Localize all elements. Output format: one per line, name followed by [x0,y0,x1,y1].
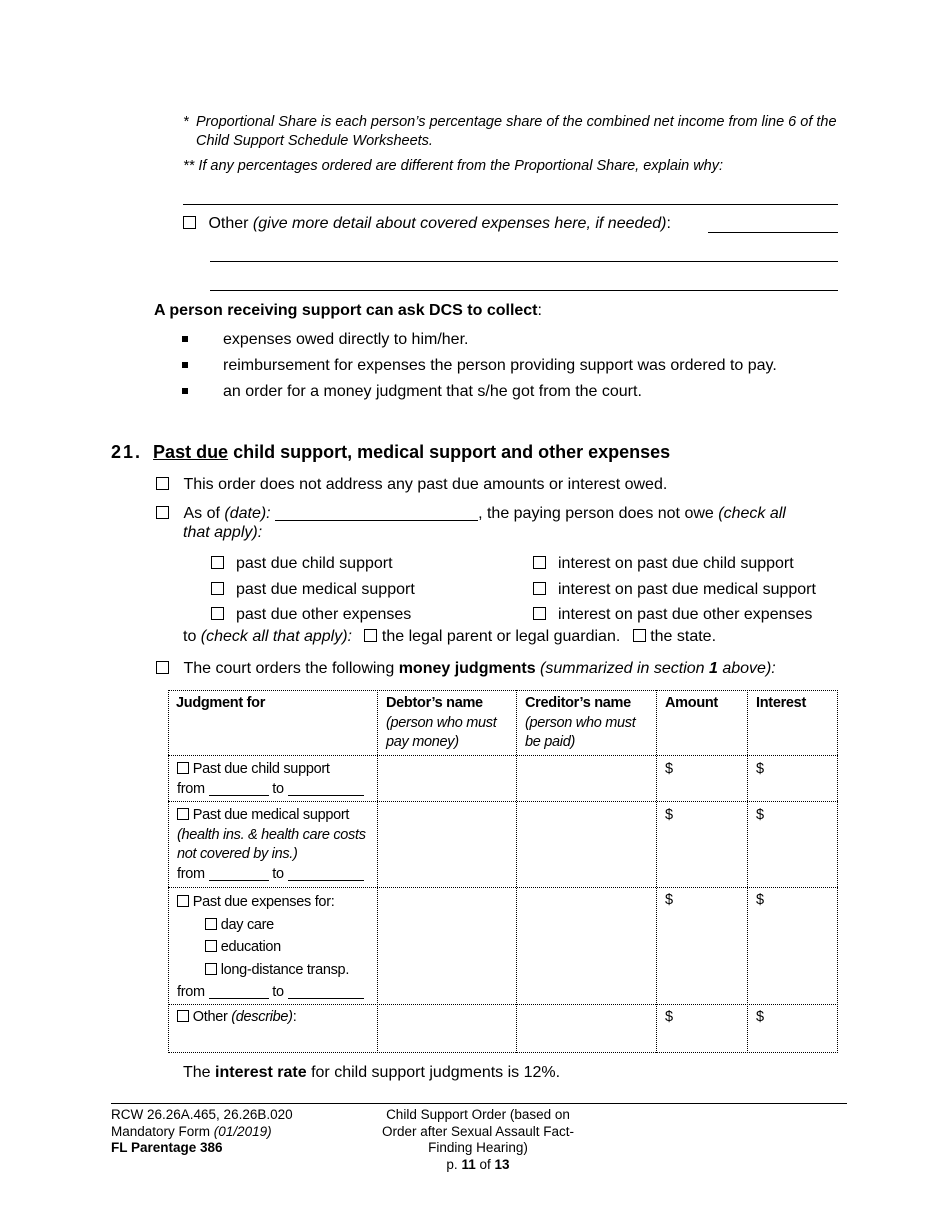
table-border [168,801,838,802]
other-expenses-detail: (give more detail about covered expenses here, if needed) [252,215,667,232]
from-label: from [177,865,205,882]
dcs-item-1: expenses owed directly to him/her. [223,331,469,348]
header-creditor-sub2: be paid) [525,734,575,750]
owe-item [211,551,415,577]
interest-rate-bold: interest rate [215,1064,307,1081]
medical-support-sub1: (health ins. & health care costs [177,826,366,843]
proportional-line-2: Child Support Schedule Worksheets. [196,133,433,149]
table-border [747,690,748,1053]
to-check-all: (check all that apply): [200,628,352,645]
education-checkbox[interactable] [205,940,217,952]
page-number: 11 [461,1156,476,1172]
as-of-checkbox[interactable] [156,506,169,519]
owe-label: interest on past due child support [558,555,794,572]
to-state-label: the state. [650,628,717,645]
check-all-text: (check all [718,505,786,522]
from-date-field[interactable] [209,867,269,881]
table-border [168,1004,838,1005]
amount-currency: $ [665,807,673,823]
table-border [168,887,838,888]
summarized-a: (summarized in section [540,660,705,677]
no-past-due-label: This order does not address any past due amounts or interest owed. [183,476,668,493]
education-label: education [220,939,281,955]
summarized-num: 1 [709,660,718,677]
table-border [168,755,838,756]
owe-checkbox[interactable] [533,582,546,595]
to-date-field[interactable] [288,782,364,796]
header-interest-text: Interest [756,695,806,711]
table-border [168,690,169,1053]
to-label: to [272,780,284,797]
other-expenses-row [183,215,671,233]
day-care-checkbox[interactable] [205,918,217,930]
header-amount-text: Amount [665,695,718,711]
other-label: Other [192,1009,228,1025]
other-expenses-field-3[interactable] [210,290,838,291]
other-expenses-checkbox[interactable] [183,216,196,229]
past-due-expenses-checkbox[interactable] [177,895,189,907]
other-expenses-label: Other [208,215,249,232]
medical-support-label: Past due medical support [192,807,350,823]
row-other-expenses [177,891,364,1004]
footer-rcw: RCW 26.26A.465, 26.26B.020 [111,1107,293,1122]
to-parent-checkbox[interactable] [364,629,377,642]
table-border [377,690,378,1053]
summarized-b: above): [722,660,776,677]
header-creditor [525,694,635,753]
dcs-heading: A person receiving support can ask DCS to collect [154,302,538,319]
row-other [177,1008,296,1028]
money-judgments-text: money judgments [398,660,536,677]
row-child-support [177,760,364,799]
footer-center [348,1107,608,1173]
amount-currency: $ [665,892,673,908]
no-past-due-row [156,476,667,494]
header-debtor-text: Debtor’s name [386,695,483,711]
as-of-label: As of [183,505,220,522]
owe-label: past due medical support [236,580,415,598]
footer-form-id: FL Parentage 386 [111,1140,223,1155]
to-row [183,628,716,646]
other-checkbox[interactable] [177,1010,189,1022]
header-creditor-text: Creditor’s name [525,695,631,711]
section-number: 21. [111,442,143,462]
owe-label: interest on past due medical support [558,580,816,598]
footer-mandatory: Mandatory Form [111,1123,211,1139]
dcs-heading-row [154,302,542,320]
as-of-date-label: (date): [224,505,271,522]
table-border [168,690,838,691]
day-care-label: day care [220,916,274,933]
owe-checkbox[interactable] [533,556,546,569]
owe-checkbox[interactable] [533,607,546,620]
amount-currency: $ [665,761,673,777]
owe-checkbox[interactable] [211,582,224,595]
proportional-share-text [196,113,837,151]
header-debtor [386,694,496,753]
table-border [168,1052,838,1053]
explain-note: ** If any percentages ordered are different from the Proportional Share, explain why: [183,158,724,174]
footer-divider [111,1103,847,1104]
interest-rate-row [183,1064,560,1082]
interest-currency: $ [756,1009,764,1025]
bullet-icon [182,362,188,368]
table-border [516,690,517,1053]
from-label: from [177,780,205,797]
from-date-field[interactable] [209,985,269,999]
page-pre: p. [446,1156,458,1172]
to-date-field[interactable] [288,867,364,881]
to-state-checkbox[interactable] [633,629,646,642]
table-border [656,690,657,1053]
to-label: to [272,865,284,882]
owe-items-left [211,551,415,628]
medical-support-checkbox[interactable] [177,808,189,820]
section-21-heading [111,442,670,463]
court-orders-text: The court orders the following [183,660,395,677]
child-support-checkbox[interactable] [177,762,189,774]
proportional-line-1: Proportional Share is each person’s percentage share of the combined net income from line 6 of the [196,114,837,130]
dcs-heading-colon: : [537,302,542,319]
footer-title-2: Order after Sexual Assault Fact- [381,1123,575,1139]
as-of-date-field[interactable] [275,506,478,521]
does-not-owe-text: , the paying person does not owe [478,505,714,522]
other-expenses-field-1[interactable] [708,232,838,233]
owe-item [533,602,816,628]
header-debtor-sub1: (person who must [386,714,497,731]
money-judgments-table [168,690,838,1053]
footer-form-date: (01/2019) [213,1123,272,1139]
other-colon: : [292,1009,297,1025]
footer-title-3: Finding Hearing) [428,1140,528,1155]
bullet-icon [182,388,188,394]
interest-currency: $ [756,761,764,777]
row-medical-support [177,806,366,884]
owe-label: past due child support [236,555,393,572]
past-due-expenses-label: Past due expenses for: [192,894,335,910]
interest-rate-pre: The [183,1064,211,1081]
proportional-share-note [183,113,189,132]
owe-checkbox[interactable] [211,607,224,620]
no-past-due-checkbox[interactable] [156,477,169,490]
long-distance-checkbox[interactable] [205,963,217,975]
header-interest [756,694,806,714]
owe-checkbox[interactable] [211,556,224,569]
from-label: from [177,984,205,1000]
medical-support-sub2: not covered by ins.) [177,846,298,862]
header-creditor-sub1: (person who must [525,714,636,731]
long-distance-label: long-distance transp. [220,961,350,978]
owe-item [211,602,415,628]
footer-left [111,1107,293,1157]
page-of: of [479,1156,491,1172]
owe-label: past due other expenses [236,606,412,623]
page-total: 13 [494,1156,510,1172]
bullet-icon [182,336,188,342]
that-apply-text [183,524,262,542]
header-debtor-sub2: pay money) [386,734,459,750]
from-date-field[interactable] [209,782,269,796]
money-judgments-checkbox[interactable] [156,661,169,674]
owe-item [211,577,415,603]
dcs-item-2: reimbursement for expenses the person providing support was ordered to pay. [223,357,777,374]
explain-answer-line[interactable] [183,204,838,205]
as-of-row [156,505,786,523]
amount-currency: $ [665,1009,673,1025]
header-judgment-for [176,694,265,714]
dcs-item-3: an order for a money judgment that s/he got from the court. [223,383,642,400]
section-title-rest: child support, medical support and other expenses [228,442,671,462]
other-expenses-field-2[interactable] [210,261,838,262]
interest-currency: $ [756,807,764,823]
to-parent-label: the legal parent or legal guardian. [381,628,621,645]
section-title-underlined: Past due [153,442,229,462]
footer-mandatory-row [111,1124,293,1141]
to-label: to [272,984,284,1000]
header-judgment-for-text: Judgment for [176,695,266,711]
owe-item [533,577,816,603]
that-apply: that apply): [183,524,263,541]
to-label: to [183,628,197,645]
owe-items-right [533,551,816,628]
table-border [837,690,838,1053]
interest-currency: $ [756,892,764,908]
other-describe: (describe) [231,1009,293,1025]
owe-label: interest on past due other expenses [558,606,813,623]
to-date-field[interactable] [288,985,364,999]
child-support-label: Past due child support [192,761,330,777]
footer-title-1: Child Support Order (based on [386,1107,570,1122]
owe-item [533,551,816,577]
court-orders-row [156,660,776,678]
interest-rate-post: for child support judgments is 12%. [311,1064,561,1081]
footer-page [348,1157,608,1174]
header-amount [665,694,718,714]
note-star: * [183,114,189,130]
other-expenses-colon: : [666,215,671,232]
